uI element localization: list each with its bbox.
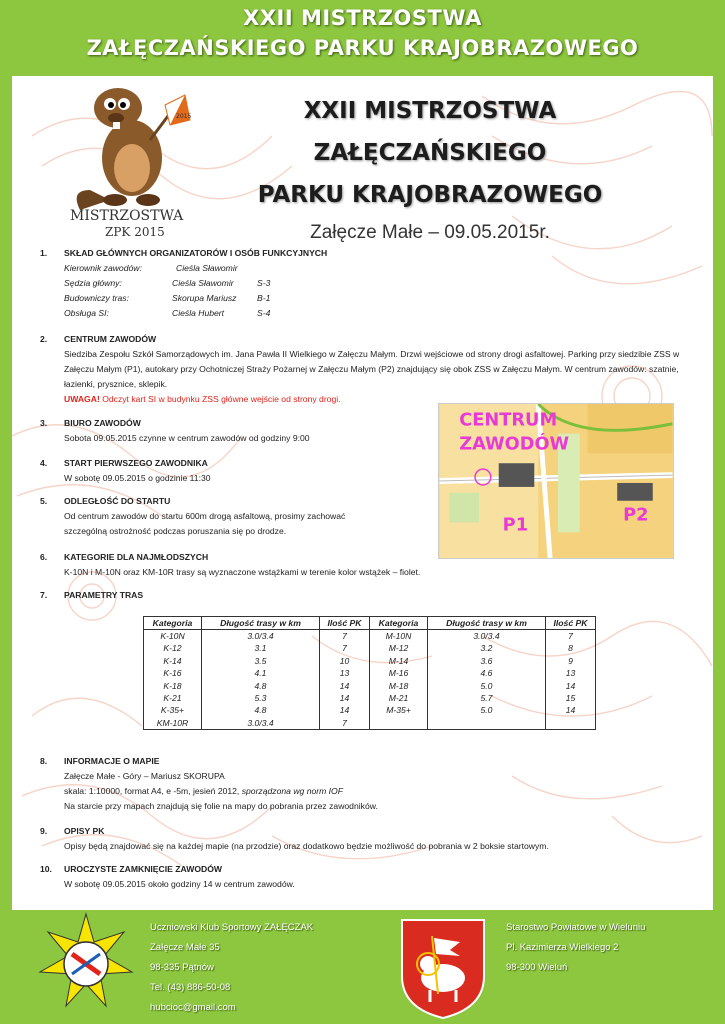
table-cell: K-18: [144, 680, 202, 692]
table-cell: K-35+: [144, 704, 202, 716]
top-banner: [0, 0, 725, 76]
table-cell: M-18: [370, 680, 428, 692]
footer-county-info: [506, 918, 645, 978]
title-line-1: XXII MISTRZOSTWA: [303, 98, 557, 124]
table-cell: 9: [546, 655, 596, 667]
table-cell: K-16: [144, 667, 202, 679]
event-date: Załęcze Małe – 09.05.2015r.: [310, 222, 550, 243]
table-cell: 14: [320, 692, 370, 704]
table-cell: 3.0/3.4: [428, 630, 546, 643]
section-text: Załęcze Małe - Góry – Mariusz SKORUPA: [64, 771, 225, 781]
table-row: [144, 680, 596, 692]
section-5: [40, 494, 430, 539]
staff-class: S-3: [257, 278, 271, 288]
staff-row: [64, 261, 690, 276]
section-text: W sobotę 09.05.2015 około godziny 14 w centrum zawodów.: [64, 879, 295, 889]
table-cell: 4.8: [202, 704, 320, 716]
staff-class: S-4: [257, 308, 271, 318]
table-cell: KM-10R: [144, 717, 202, 730]
table-cell: 5.0: [428, 680, 546, 692]
table-cell: 3.5: [202, 655, 320, 667]
section-title: UROCZYSTE ZAMKNIĘCIE ZAWODÓW: [64, 864, 223, 874]
section-7: [40, 588, 690, 603]
table-cell: 14: [546, 704, 596, 716]
table-row: [144, 692, 596, 704]
footer-county-name: Starostwo Powiatowe w Wieluniu: [506, 922, 646, 933]
footer-county-address: Pl. Kazimierza Wielkiego 2: [506, 942, 619, 953]
section-title: SKŁAD GŁÓWNYCH ORGANIZATORÓW I OSÓB FUNKCYJNYCH: [64, 248, 328, 258]
footer-email[interactable]: hubcioc@gmail.com: [150, 1002, 236, 1013]
section-8: [40, 754, 690, 814]
table-cell: 3.0/3.4: [202, 630, 320, 643]
staff-name: Cieśla Hubert: [172, 308, 225, 318]
staff-name: Cieśla Sławomir: [176, 263, 238, 273]
table-cell: 10: [320, 655, 370, 667]
table-cell: 13: [320, 667, 370, 679]
section-number: 4.: [40, 458, 48, 468]
section-number: 9.: [40, 826, 48, 836]
map-norm-text: sporządzona wg norm IOF: [241, 786, 343, 796]
section-10: [40, 862, 690, 892]
section-title: OPISY PK: [64, 826, 105, 836]
section-2: [40, 332, 690, 407]
section-number: 10.: [40, 864, 52, 874]
section-text: Opisy będą znajdować się na każdej mapie (na przodzie) oraz dodatkowo będzie możliwość do pobrania w 2 boksie startowym.: [64, 841, 549, 851]
section-title: KATEGORIE DLA NAJMŁODSZYCH: [64, 552, 209, 562]
section-number: 7.: [40, 590, 48, 600]
table-cell: M-35+: [370, 704, 428, 716]
staff-role: Sędzia główny:: [64, 278, 122, 288]
section-4: [40, 456, 430, 486]
svg-text:2015: 2015: [176, 113, 192, 120]
event-center-map: [438, 403, 674, 559]
club-emblem-icon: [36, 912, 136, 1012]
warning-label: UWAGA!: [64, 394, 100, 404]
table-cell: 7: [320, 717, 370, 730]
table-header: Kategoria: [370, 617, 428, 630]
table-cell: 4.1: [202, 667, 320, 679]
title-line-2: ZAŁĘCZAŃSKIEGO: [313, 140, 547, 166]
footer-address: Załęcze Małe 35: [150, 942, 220, 953]
section-9: [40, 824, 690, 854]
table-row: [144, 717, 596, 730]
section-text: [40, 784, 690, 799]
table-row: [144, 655, 596, 667]
table-header: Długość trasy w km: [428, 617, 546, 630]
table-cell: 4.8: [202, 680, 320, 692]
staff-role: Budowniczy tras:: [64, 293, 129, 303]
section-title: START PIERWSZEGO ZAWODNIKA: [64, 458, 208, 468]
section-number: 3.: [40, 418, 48, 428]
section-number: 5.: [40, 496, 48, 506]
warning-text: Odczyt kart SI w budynku ZSS główne wejście od strony drogi.: [99, 394, 341, 404]
staff-name: Cieśla Sławomir: [172, 278, 234, 288]
table-cell: 15: [546, 692, 596, 704]
table-row: [144, 704, 596, 716]
section-text: Siedziba Zespołu Szkół Samorządowych im. Jana Pawła II Wielkiego w Załęczu Małym. Drzwi wejściowe od strony drogi asfaltowej. Parking przy siedzibie ZSS w Załęczu Małym (P1), autokary przy Ochotniczej Straży Pożarnej w Załęczu Małym (P2) znajdujący się obok ZSS w Załęczu Małym. W centrum zawodów: szatnie, łazienki, prysznice, sklepik.: [64, 349, 680, 389]
banner-line-2: ZAŁĘCZAŃSKIEGO PARKU KRAJOBRAZOWEGO: [86, 36, 639, 60]
logo-text-zpk: ZPK 2015: [105, 225, 165, 239]
table-row: [144, 667, 596, 679]
table-cell: 3.2: [428, 642, 546, 654]
table-cell: K-12: [144, 642, 202, 654]
map-scale-text: skala: 1:10000, format A4, e -5m, jesień 2012,: [64, 786, 242, 796]
table-header: Długość trasy w km: [202, 617, 320, 630]
table-cell: 5.0: [428, 704, 546, 716]
table-header-row: [144, 617, 596, 630]
title-line-3: PARKU KRAJOBRAZOWEGO: [257, 182, 603, 208]
staff-name: Skorupa Mariusz: [172, 293, 237, 303]
table-cell: M-10N: [370, 630, 428, 643]
table-cell: 3.6: [428, 655, 546, 667]
map-label-p2: P2: [623, 505, 649, 526]
banner-line-1: XXII MISTRZOSTWA: [243, 6, 482, 30]
section-text: Od centrum zawodów do startu 600m drogą asfaltową, prosimy zachować: [64, 511, 346, 521]
table-header: Kategoria: [144, 617, 202, 630]
table-cell: 4.6: [428, 667, 546, 679]
staff-row: [64, 276, 690, 291]
map-label-centrum: CENTRUM: [459, 410, 558, 431]
table-cell: 3.0/3.4: [202, 717, 320, 730]
title-block: [230, 90, 630, 244]
footer-county-postal: 98-300 Wieluń: [506, 962, 568, 973]
section-title: PARAMETRY TRAS: [64, 590, 144, 600]
table-row: [144, 642, 596, 654]
table-cell: [546, 717, 596, 730]
map-label-zawodow: ZAWODÓW: [459, 434, 570, 455]
section-text: szczególną ostrożność podczas poruszania się po drodze.: [64, 526, 287, 536]
table-cell: [370, 717, 428, 730]
table-cell: 14: [546, 680, 596, 692]
section-text: Na starcie przy mapach znajdują się folie na mapy do pobrania przez zawodników.: [64, 801, 378, 811]
table-header: Ilość PK: [320, 617, 370, 630]
table-cell: K-21: [144, 692, 202, 704]
table-cell: M-16: [370, 667, 428, 679]
section-text: W sobotę 09.05.2015 o godzinie 11:30: [64, 473, 211, 483]
right-frame: [713, 0, 725, 1024]
table-cell: K-14: [144, 655, 202, 667]
section-number: 2.: [40, 334, 48, 344]
section-text: K-10N i M-10N oraz KM-10R trasy są wyznaczone wstążkami w terenie kolor wstążek – fiolet.: [64, 567, 421, 577]
section-title: ODLEGŁOŚĆ DO STARTU: [64, 496, 171, 506]
table-cell: 14: [320, 680, 370, 692]
table-header: Ilość PK: [546, 617, 596, 630]
section-number: 1.: [40, 248, 48, 258]
course-parameters-table: [143, 616, 596, 730]
logo-text-mistrzostwa: MISTRZOSTWA: [70, 208, 184, 224]
table-cell: 13: [546, 667, 596, 679]
table-cell: 5.7: [428, 692, 546, 704]
section-number: 8.: [40, 756, 48, 766]
staff-row: [64, 291, 690, 306]
staff-role: Kierownik zawodów:: [64, 263, 142, 273]
table-cell: 14: [320, 704, 370, 716]
section-text: Sobota 09.05.2015 czynne w centrum zawodów od godziny 9:00: [64, 433, 310, 443]
table-cell: 7: [546, 630, 596, 643]
staff-row: [64, 306, 690, 321]
map-label-p1: P1: [502, 515, 529, 536]
staff-role: Obsługa SI:: [64, 308, 109, 318]
table-cell: [428, 717, 546, 730]
section-1: [40, 246, 690, 321]
staff-class: B-1: [257, 293, 271, 303]
left-frame: [0, 0, 12, 1024]
table-cell: 7: [320, 630, 370, 643]
footer-club-info: [150, 918, 313, 1018]
section-3: [40, 416, 430, 446]
section-title: BIURO ZAWODÓW: [64, 418, 141, 428]
table-cell: M-14: [370, 655, 428, 667]
table-row: [144, 630, 596, 643]
table-cell: 8: [546, 642, 596, 654]
footer-club-name: Uczniowski Klub Sportowy ZAŁĘCZAK: [150, 922, 314, 933]
table-cell: 5.3: [202, 692, 320, 704]
beaver-mascot-logo: [60, 80, 210, 240]
footer-phone: Tel. (43) 886-50-08: [150, 982, 231, 993]
table-cell: M-12: [370, 642, 428, 654]
table-cell: 7: [320, 642, 370, 654]
section-number: 6.: [40, 552, 48, 562]
table-cell: M-21: [370, 692, 428, 704]
footer-postal: 98-335 Pątnów: [150, 962, 214, 973]
county-coat-of-arms-icon: [398, 916, 488, 1020]
section-title: CENTRUM ZAWODÓW: [64, 334, 157, 344]
table-cell: 3.1: [202, 642, 320, 654]
table-cell: K-10N: [144, 630, 202, 643]
section-title: INFORMACJE O MAPIE: [64, 756, 160, 766]
